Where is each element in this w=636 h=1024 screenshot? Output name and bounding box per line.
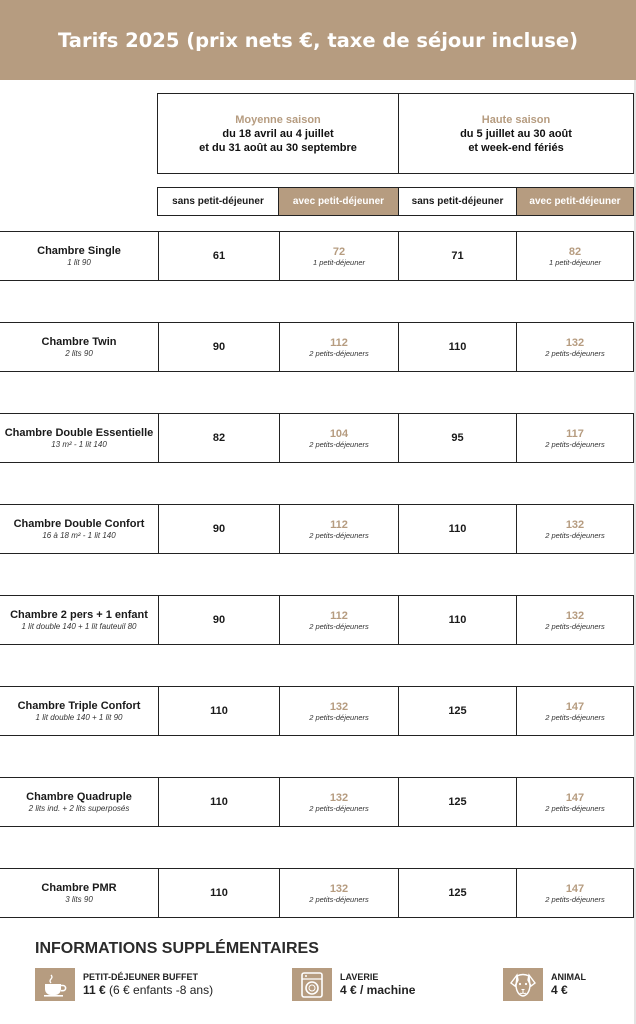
price-cell — [398, 413, 517, 463]
room-cell — [0, 322, 159, 372]
price-cell — [516, 868, 634, 918]
price-value: 110 — [210, 887, 228, 899]
breakfast-note: 2 petits-déjeuners — [309, 894, 369, 904]
table-row — [0, 413, 634, 463]
info-label: LAVERIE — [340, 972, 379, 982]
price-value: 90 — [212, 523, 226, 535]
breakfast-note: 2 petits-déjeuners — [309, 803, 369, 813]
room-name: Chambre Twin — [41, 335, 117, 348]
table-row — [0, 322, 634, 372]
table-row — [0, 231, 634, 281]
table-row — [0, 686, 634, 736]
price-value: 61 — [212, 250, 226, 262]
table-row — [0, 504, 634, 554]
info-title: INFORMATIONS SUPPLÉMENTAIRES — [35, 940, 319, 957]
breakfast-note: 2 petits-déjeuners — [309, 621, 369, 631]
price-value: 132 — [329, 700, 349, 713]
price-cell — [516, 322, 634, 372]
room-cell — [0, 413, 159, 463]
info-value: 4 € / machine — [340, 983, 416, 997]
season-header-haute — [398, 93, 634, 174]
price-cell — [158, 231, 280, 281]
table-row — [0, 868, 634, 918]
breakfast-note: 2 petits-déjeuners — [309, 439, 369, 449]
price-cell — [398, 231, 517, 281]
price-value: 147 — [565, 791, 585, 804]
breakfast-note: 2 petits-déjeuners — [545, 530, 605, 540]
page-title: Tarifs 2025 (prix nets €, taxe de séjour incluse) — [58, 28, 578, 52]
info-breakfast — [35, 968, 213, 1001]
price-cell — [158, 777, 280, 827]
washing-machine-icon — [292, 968, 332, 1001]
room-cell — [0, 777, 159, 827]
breakfast-note: 1 petit-déjeuner — [548, 257, 602, 267]
season-dates: et du 31 août au 30 septembre — [199, 141, 357, 154]
room-description: 2 lits ind. + 2 lits superposés — [28, 803, 130, 813]
price-cell — [158, 595, 280, 645]
room-cell — [0, 868, 159, 918]
price-cell — [398, 504, 517, 554]
price-value: 72 — [332, 245, 346, 258]
table-row — [0, 777, 634, 827]
price-value: 110 — [448, 523, 467, 535]
room-name: Chambre Double Essentielle — [4, 426, 154, 439]
room-name: Chambre Double Confort — [13, 517, 145, 530]
price-cell — [398, 686, 517, 736]
column-header: avec petit-déjeuner — [278, 187, 399, 216]
room-cell — [0, 595, 159, 645]
info-value: 4 € — [551, 983, 568, 997]
info-laundry — [292, 968, 415, 1001]
price-value: 82 — [212, 432, 226, 444]
price-value: 110 — [210, 796, 228, 808]
price-cell — [158, 413, 280, 463]
price-cell — [279, 413, 399, 463]
season-name: Moyenne saison — [235, 113, 321, 126]
room-name: Chambre 2 pers + 1 enfant — [10, 608, 148, 621]
room-description: 3 lits 90 — [65, 894, 93, 904]
breakfast-note: 2 petits-déjeuners — [545, 439, 605, 449]
room-description: 1 lit double 140 + 1 lit 90 — [35, 712, 123, 722]
price-value: 125 — [448, 705, 467, 717]
breakfast-note: 2 petits-déjeuners — [545, 712, 605, 722]
price-value: 110 — [448, 614, 467, 626]
price-cell — [279, 868, 399, 918]
column-header: sans petit-déjeuner — [157, 187, 279, 216]
price-value: 132 — [329, 882, 349, 895]
info-label: PETIT-DÉJEUNER BUFFET — [83, 972, 199, 982]
price-cell — [516, 595, 634, 645]
breakfast-note: 2 petits-déjeuners — [309, 348, 369, 358]
breakfast-note: 1 petit-déjeuner — [312, 257, 366, 267]
price-cell — [398, 595, 517, 645]
price-cell — [158, 868, 280, 918]
breakfast-note: 2 petits-déjeuners — [545, 348, 605, 358]
price-value: 147 — [565, 700, 585, 713]
price-cell — [516, 231, 634, 281]
price-value: 110 — [448, 341, 467, 353]
price-cell — [158, 322, 280, 372]
dog-icon — [503, 968, 543, 1001]
price-cell — [279, 777, 399, 827]
price-cell — [516, 686, 634, 736]
price-cell — [279, 686, 399, 736]
room-description: 1 lit 90 — [67, 257, 91, 267]
room-description: 16 à 18 m² - 1 lit 140 — [42, 530, 116, 540]
room-name: Chambre Quadruple — [26, 790, 132, 803]
price-value: 95 — [451, 432, 464, 444]
room-cell — [0, 231, 159, 281]
price-value: 132 — [565, 518, 585, 531]
price-value: 132 — [565, 609, 585, 622]
price-cell — [398, 777, 517, 827]
breakfast-note: 2 petits-déjeuners — [545, 803, 605, 813]
price-cell — [516, 413, 634, 463]
coffee-cup-icon — [35, 968, 75, 1001]
info-value: 11 € — [83, 983, 106, 997]
column-header: avec petit-déjeuner — [516, 187, 634, 216]
info-label: ANIMAL — [551, 972, 586, 982]
room-name: Chambre Triple Confort — [17, 699, 141, 712]
price-value: 125 — [448, 887, 467, 899]
season-dates: du 5 juillet au 30 août — [460, 127, 572, 140]
price-value: 112 — [330, 609, 348, 622]
price-cell — [279, 231, 399, 281]
room-description: 2 lits 90 — [65, 348, 93, 358]
price-value: 125 — [448, 796, 467, 808]
price-value: 110 — [210, 705, 228, 717]
breakfast-note: 2 petits-déjeuners — [309, 712, 369, 722]
table-row — [0, 595, 634, 645]
info-pet — [503, 968, 586, 1001]
room-cell — [0, 504, 159, 554]
title-banner — [0, 0, 636, 80]
price-value: 117 — [566, 427, 584, 440]
breakfast-note: 2 petits-déjeuners — [545, 621, 605, 631]
price-cell — [158, 504, 280, 554]
price-value: 147 — [565, 882, 585, 895]
price-value: 132 — [565, 336, 585, 349]
season-dates: et week-end fériés — [468, 141, 564, 154]
price-cell — [279, 595, 399, 645]
price-cell — [398, 322, 517, 372]
breakfast-note: 2 petits-déjeuners — [309, 530, 369, 540]
price-value: 104 — [329, 427, 349, 440]
column-header: sans petit-déjeuner — [398, 187, 517, 216]
room-name: Chambre Single — [37, 244, 121, 257]
price-cell — [516, 504, 634, 554]
price-cell — [398, 868, 517, 918]
price-value: 82 — [568, 245, 582, 258]
season-dates: du 18 avril au 4 juillet — [222, 127, 334, 140]
season-name: Haute saison — [481, 113, 551, 126]
price-value: 132 — [329, 791, 349, 804]
price-value: 71 — [451, 250, 464, 262]
room-description: 13 m² - 1 lit 140 — [51, 439, 107, 449]
room-description: 1 lit double 140 + 1 lit fauteuil 80 — [21, 621, 137, 631]
price-value: 112 — [330, 336, 348, 349]
breakfast-note: 2 petits-déjeuners — [545, 894, 605, 904]
price-value: 90 — [212, 341, 226, 353]
room-cell — [0, 686, 159, 736]
price-cell — [516, 777, 634, 827]
info-value-detail: (6 € enfants -8 ans) — [109, 983, 214, 997]
season-header-moyenne — [157, 93, 399, 174]
price-value: 112 — [330, 518, 348, 531]
room-name: Chambre PMR — [41, 881, 117, 894]
price-cell — [158, 686, 280, 736]
price-cell — [279, 322, 399, 372]
price-cell — [279, 504, 399, 554]
price-value: 90 — [212, 614, 226, 626]
